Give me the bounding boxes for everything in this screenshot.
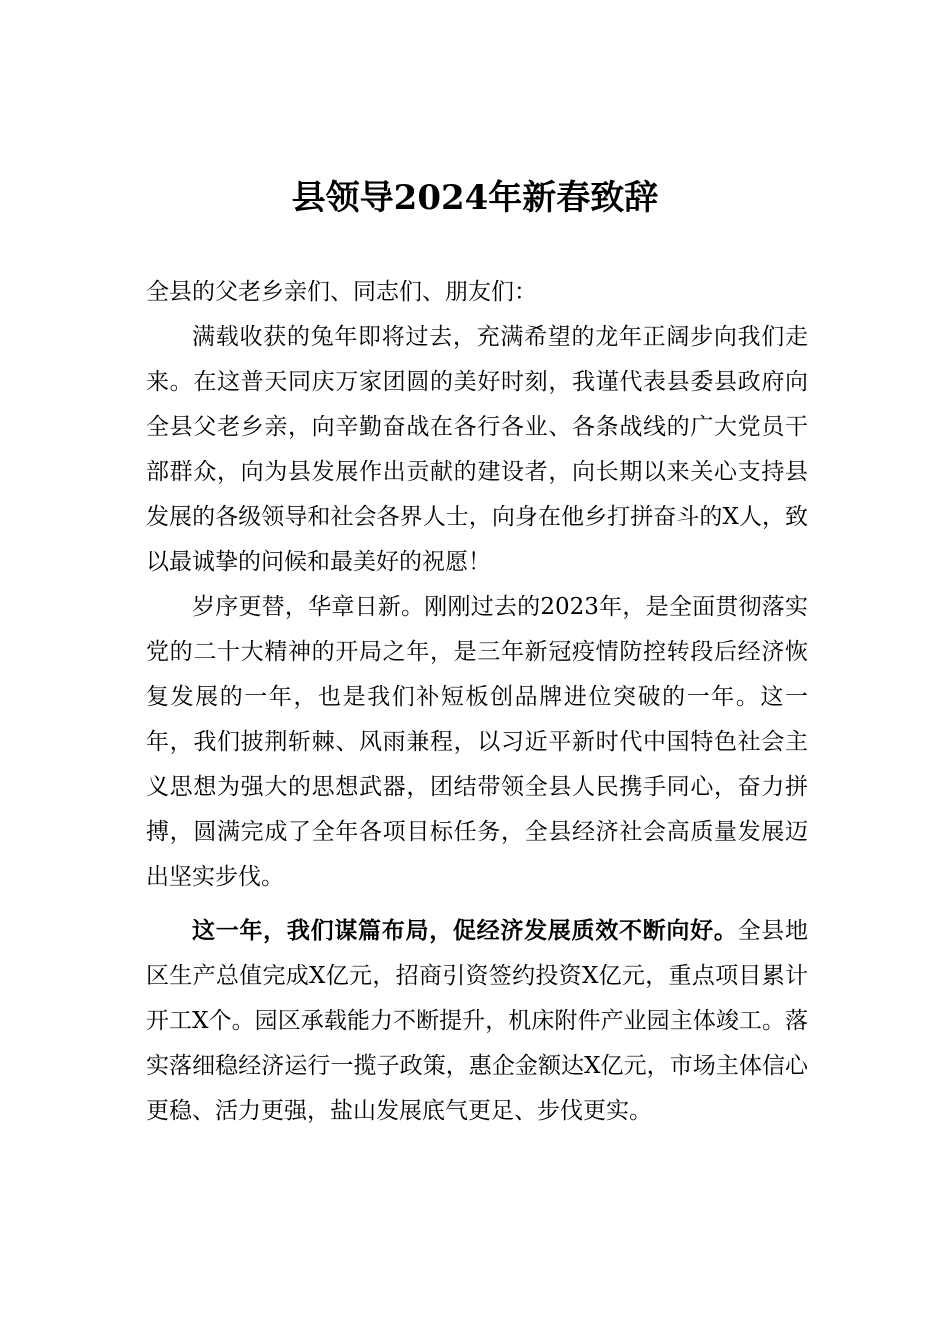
paragraph-lead: 这一年，我们谋篇布局，促经济发展质效不断向好。 bbox=[192, 917, 738, 944]
salutation: 全县的父老乡亲们、同志们、朋友们： bbox=[146, 279, 537, 305]
paragraph-economy bbox=[146, 908, 808, 1134]
document-body bbox=[146, 270, 808, 1134]
paragraph-text: 岁序更替，华章日新。刚刚过去的2023年，是全面贯彻落实党的二十大精神的开局之年，是三年新冠疫情防控转段后经济恢复发展的一年，也是我们补短板创品牌进位突破的一年。这一年，我们披荆斩棘、风雨兼程，以习近平新时代中国特色社会主义思想为强大的思想武器，团结带领全县人民携手同心，奋力拼搏，圆满完成了全年各项目标任务，全县经济社会高质量发展迈出坚实步伐。 bbox=[146, 594, 808, 890]
paragraph-greeting bbox=[146, 315, 808, 585]
document-title: 县领导2024年新春致辞 bbox=[291, 178, 659, 218]
paragraph-text: 满载收获的兔年即将过去，充满希望的龙年正阔步向我们走来。在这普天同庆万家团圆的美好时刻，我谨代表县委县政府向全县父老乡亲，向辛勤奋战在各行各业、各条战线的广大党员干部群众，向为县发展作出贡献的建设者，向长期以来关心支持县发展的各级领导和社会各界人士，向身在他乡打拼奋斗的X人，致以最诚挚的问候和最美好的祝愿！ bbox=[146, 324, 808, 575]
paragraph-review bbox=[146, 585, 808, 900]
paragraph-text: 全县地区生产总值完成X亿元，招商引资签约投资X亿元，重点项目累计开工X个。园区承载能力不断提升，机床附件产业园主体竣工。落实落细稳经济运行一揽子政策，惠企金额达X亿元，市场主体信心更稳、活力更强，盐山发展底气更足、步伐更实。 bbox=[146, 918, 809, 1124]
